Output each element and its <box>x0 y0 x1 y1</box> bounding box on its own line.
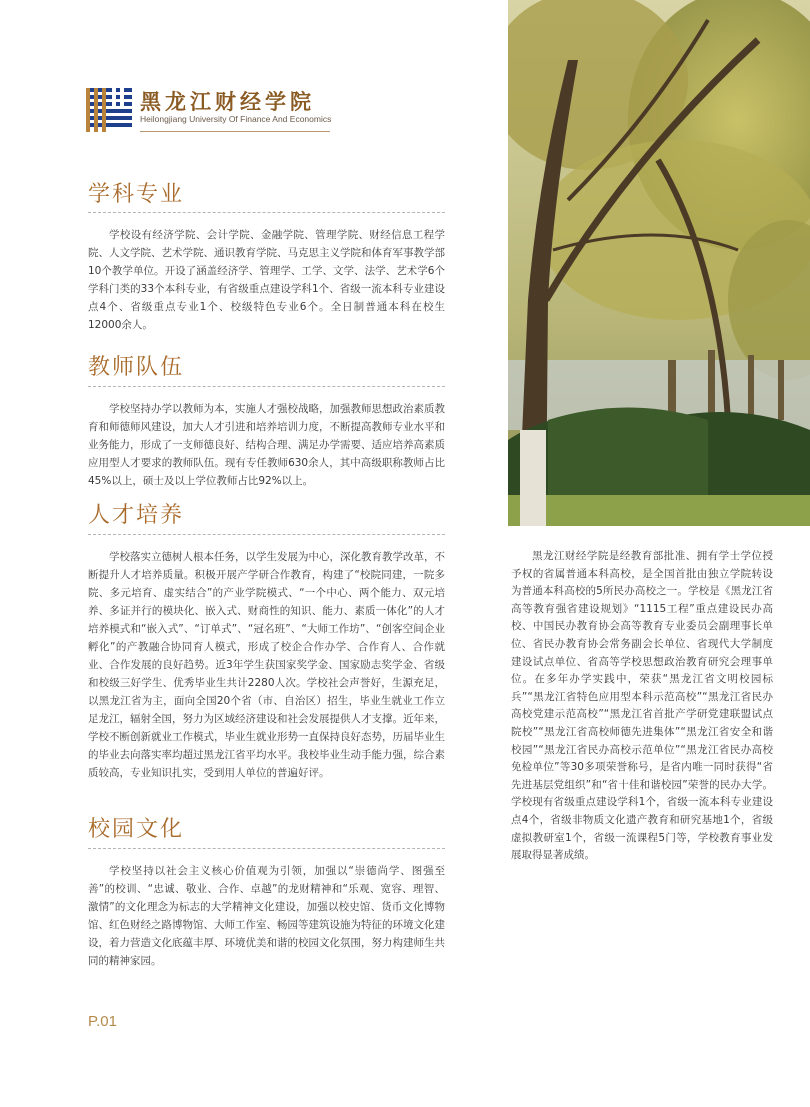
section-divider <box>88 848 445 849</box>
school-introduction: 黑龙江财经学院是经教育部批准、拥有学士学位授予权的省属普通本科高校，是全国首批由独立学院转设为普通本科高校的5所民办高校之一。学校是《黑龙江省高等教育强省建设规划》“1115工程”重点建设民办高校、中国民办教育协会高等教育专业委员会副理事长单位、省民办教育协会常务副会长单位、省现代大学制度建设试点单位、省高等学校思想政治教育研究会理事单位。在多年办学实践中，荣获“黑龙江省文明校园标兵”“黑龙江省特色应用型本科示范高校”“黑龙江省民办高校党建示范高校”“黑龙江省首批产学研党建联盟试点院校”“黑龙江省高校师德先进集体”“黑龙江省安全和谐校园”“黑龙江省民办高校示范单位”“黑龙江省民办高校免检单位”等30多项荣誉称号，是省内唯一同时获得“省先进基层党组织”和“省十佳和谐校园”荣誉的民办大学。学校现有省级重点建设学科1个，省级一流本科专业建设点4个，省级非物质文化遗产教育和研究基地1个，省级虚拟教研室1个，省级一流课程5门等，学校教育事业发展取得显著成绩。 <box>511 550 773 862</box>
section-body-faculty: 学校坚持办学以教师为本，实施人才强校战略，加强教师思想政治素质教育和师德师风建设，加大人才引进和培养培训力度，不断提高教师专业水平和业务能力，形成了一支师德良好、结构合理、满足办学需要、适应培养高素质应用型人才要求的教师队伍。现有专任教师630余人，其中高级职称教师占比45%以上，硕士及以上学位教师占比92%以上。 <box>88 403 445 487</box>
section-title-faculty: 教师队伍 <box>88 355 185 380</box>
section-title-talent-cultivation: 人才培养 <box>88 503 185 528</box>
section-title-disciplines: 学科专业 <box>88 182 185 207</box>
section-body-talent-cultivation: 学校落实立德树人根本任务，以学生发展为中心，深化教育教学改革，不断提升人才培养质量。积极开展产学研合作教育，构建了“校院同建，一院多院、多元培育、虚实结合”的产业学院模式、“一个中心、两个能力、双元培养、多证并行的模块化、嵌入式、财商性的知识、能力、素质一体化”的人才培养模式和“嵌入式”、“订单式”、“冠名班”、“大师工作坊”、“创客空间企业孵化”的产教融合协同育人模式，形成了校企合作办学、合作育人、合作就业、合作发展的良好趋势。近3年学生获国家奖学金、国家励志奖学金、省级和校级三好学生、优秀毕业生共计2280人次。学校社会声誉好，生源充足，以黑龙江省为主，面向全国20个省（市、自治区）招生，毕业生就业工作立足龙江，辐射全国，努力为区域经济建设和社会发展提供人才支撑。近年来，学校不断创新就业工作模式，毕业生就业形势一直保持良好态势，历届毕业生的毕业去向落实率均超过黑龙江省平均水平。我校毕业生动手能力强，综合素质较高，专业知识扎实，受到用人单位的普遍好评。 <box>88 551 445 779</box>
section-title-campus-culture: 校园文化 <box>88 817 185 842</box>
school-name-cn: 黑龙江财经学院 <box>140 89 315 114</box>
logo-divider <box>140 131 330 132</box>
campus-photo <box>508 0 810 526</box>
section-divider <box>88 212 445 213</box>
section-divider <box>88 534 445 535</box>
section-body-campus-culture: 学校坚持以社会主义核心价值观为引领，加强以“崇德尚学、图强至善”的校训、“忠诚、敬业、合作、卓越”的龙财精神和“乐观、宽容、理智、激情”的文化理念为标志的大学精神文化建设，加强以校史馆、货币文化博物馆、红色财经之路博物馆、大师工作室、畅园等建筑设施为特征的环境文化建设，着力营造文化底蕴丰厚、环境优美和谐的校园文化氛围，努力构建师生共同的精神家园。 <box>88 865 445 967</box>
school-name-en: Heilongjiang University Of Finance And Economics <box>140 114 332 124</box>
page-number: P.01 <box>88 1013 117 1030</box>
section-divider <box>88 386 445 387</box>
school-logo-icon <box>86 88 132 132</box>
section-body-disciplines: 学校设有经济学院、会计学院、金融学院、管理学院、财经信息工程学院、人文学院、艺术学院、通识教育学院、马克思主义学院和体育军事教学部10个教学单位。开设了涵盖经济学、管理学、工学、文学、法学、艺术学6个学科门类的33个本科专业，有省级重点建设学科1个、省级一流本科专业建设点4个、省级重点专业1个、校级特色专业6个。全日制普通本科在校生12000余人。 <box>88 229 445 331</box>
